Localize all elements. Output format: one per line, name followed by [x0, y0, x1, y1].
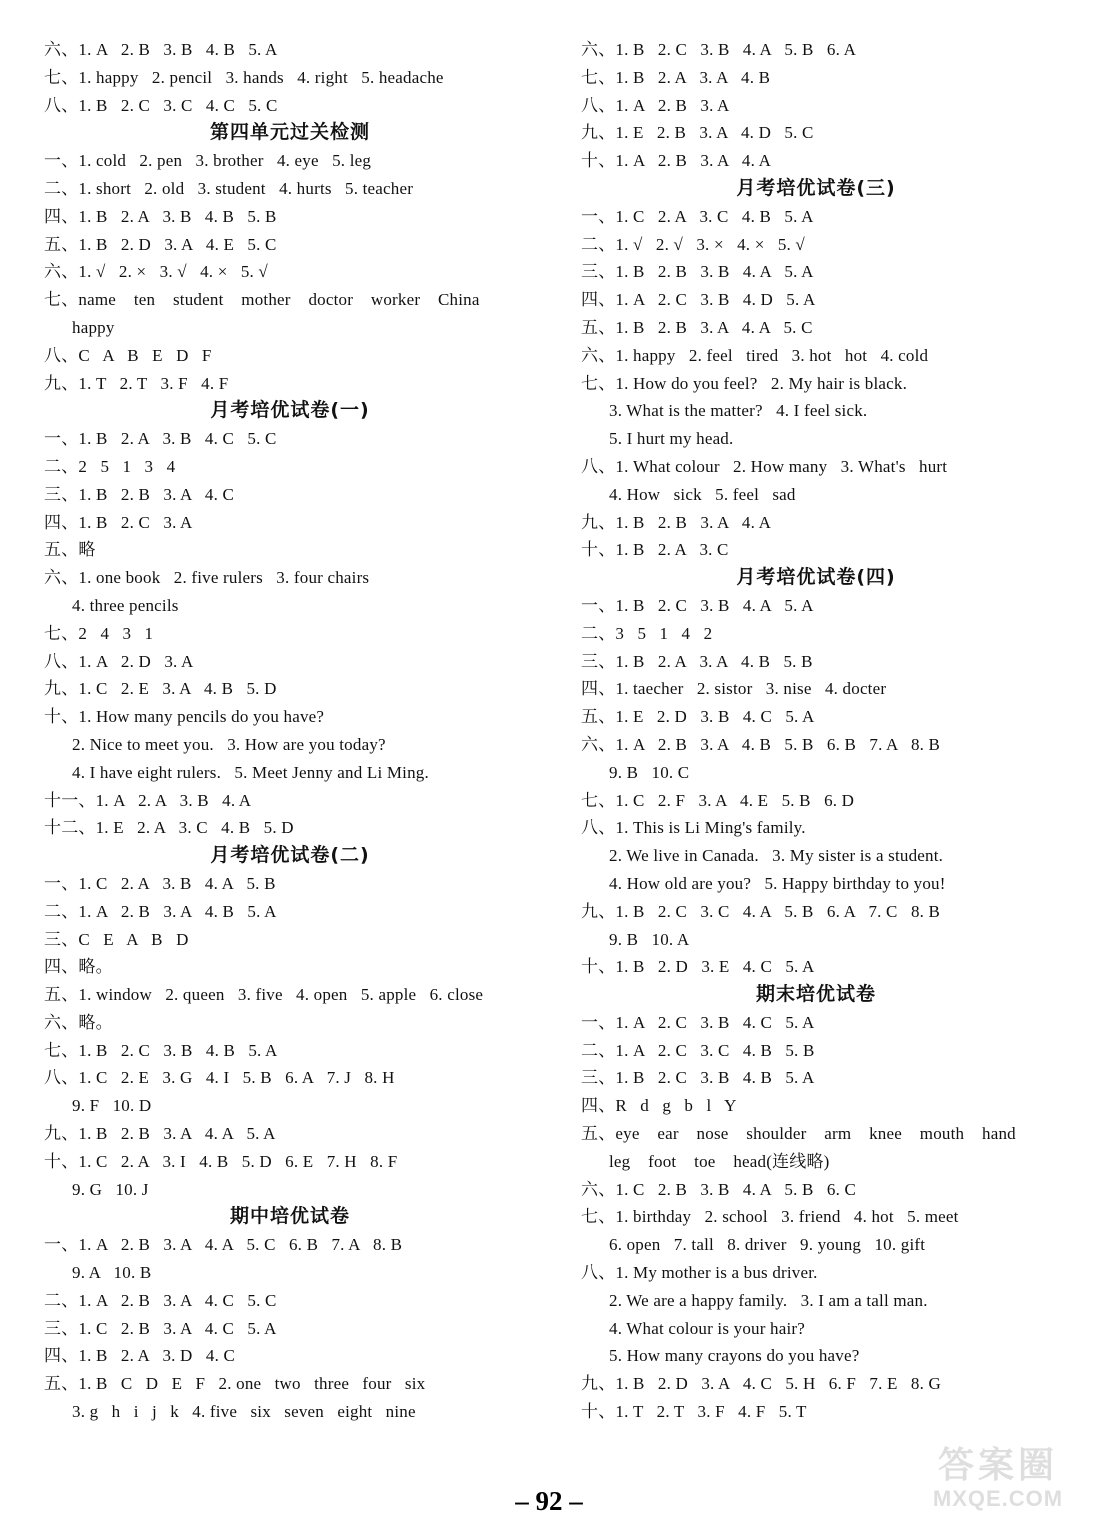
answer-line: 十、1. B 2. A 3. C — [581, 540, 729, 560]
answer-line: 三、1. B 2. C 3. B 4. B 5. A — [581, 1068, 815, 1088]
answer-line: 六、1. A 2. B 3. A 4. B 5. B 6. B 7. A 8. B — [581, 734, 941, 754]
answer-line: 九、1. B 2. D 3. A 4. C 5. H 6. F 7. E 8. G — [581, 1374, 941, 1394]
answer-line-continued: 9. A 10. B — [72, 1263, 152, 1283]
answer-line: 八、1. A 2. D 3. A — [44, 651, 194, 671]
answer-line: 四、1. B 2. A 3. B 4. B 5. B — [44, 206, 277, 226]
section-heading: 月考培优试卷(一) — [210, 399, 370, 422]
answer-line: 九、1. C 2. E 3. A 4. B 5. D — [44, 679, 277, 699]
answer-line-continued: leg foot toe head(连线略) — [609, 1151, 830, 1171]
answer-line: 十、1. A 2. B 3. A 4. A — [581, 151, 772, 171]
answer-line-continued: 4. What colour is your hair? — [609, 1318, 806, 1338]
answer-line: 一、1. cold 2. pen 3. brother 4. eye 5. leg — [44, 151, 372, 171]
answer-line: 十、1. T 2. T 3. F 4. F 5. T — [581, 1402, 807, 1422]
answer-line: 八、1. A 2. B 3. A — [581, 95, 730, 115]
section-heading: 月考培优试卷(三) — [736, 176, 896, 199]
answer-line: 七、1. C 2. F 3. A 4. E 5. B 6. D — [581, 790, 855, 810]
answer-line: 八、1. What colour 2. How many 3. What's hurt — [581, 456, 948, 476]
answer-line: 五、1. E 2. D 3. B 4. C 5. A — [581, 707, 815, 727]
answer-line: 五、eye ear nose shoulder arm knee mouth hand — [581, 1124, 1016, 1144]
section-heading: 期中培优试卷 — [229, 1205, 350, 1228]
answer-line-continued: 9. B 10. A — [609, 929, 690, 949]
answer-line: 四、1. A 2. C 3. B 4. D 5. A — [581, 290, 816, 310]
answer-line-continued: 3. g h i j k 4. five six seven eight nine — [72, 1402, 416, 1422]
answer-line: 二、1. A 2. B 3. A 4. B 5. A — [44, 901, 277, 921]
page-number: – 92 – — [515, 1486, 583, 1516]
answer-line: 六、1. A 2. B 3. B 4. B 5. A — [44, 40, 278, 59]
section-heading: 期末培优试卷 — [755, 983, 876, 1006]
answer-line-continued: 3. What is the matter? 4. I feel sick. — [609, 401, 868, 421]
answer-line: 二、3 5 1 4 2 — [581, 623, 713, 643]
answer-line: 十一、1. A 2. A 3. B 4. A — [44, 790, 252, 810]
answer-line: 六、1. C 2. B 3. B 4. A 5. B 6. C — [581, 1179, 857, 1199]
answer-line-continued: happy — [72, 317, 115, 337]
answer-line: 七、1. How do you feel? 2. My hair is black. — [581, 373, 908, 393]
answer-line: 七、1. birthday 2. school 3. friend 4. hot 5. meet — [581, 1207, 959, 1227]
answer-line: 三、1. C 2. B 3. A 4. C 5. A — [44, 1318, 277, 1338]
section-heading: 第四单元过关检测 — [209, 121, 370, 144]
answer-line: 七、name ten student mother doctor worker China — [44, 290, 480, 310]
watermark-glyphs: 答案圈 — [937, 1445, 1058, 1486]
answer-line: 一、1. A 2. B 3. A 4. A 5. C 6. B 7. A 8. B — [44, 1235, 403, 1255]
answer-line: 八、1. My mother is a bus driver. — [581, 1263, 818, 1283]
answer-line-continued: 5. How many crayons do you have? — [609, 1346, 860, 1366]
answer-line: 八、1. C 2. E 3. G 4. I 5. B 6. A 7. J 8. H — [44, 1068, 395, 1088]
answer-line: 一、1. C 2. A 3. C 4. B 5. A — [581, 206, 814, 226]
answer-line: 三、1. B 2. B 3. A 4. C — [44, 484, 235, 504]
answer-line: 一、1. B 2. C 3. B 4. A 5. A — [581, 595, 814, 615]
answer-line: 十、1. B 2. D 3. E 4. C 5. A — [581, 957, 815, 977]
section-heading: 月考培优试卷(二) — [210, 844, 370, 867]
answer-line: 二、2 5 1 3 4 — [44, 456, 176, 476]
answer-line: 二、1. A 2. C 3. C 4. B 5. B — [581, 1040, 815, 1060]
answer-line: 九、1. B 2. B 3. A 4. A — [581, 512, 772, 532]
answer-line: 八、1. B 2. C 3. C 4. C 5. C — [44, 95, 278, 115]
answer-line: 十二、1. E 2. A 3. C 4. B 5. D — [44, 818, 294, 838]
answer-line: 十、1. How many pencils do you have? — [44, 707, 325, 727]
section-heading: 月考培优试卷(四) — [736, 566, 896, 589]
answer-line: 九、1. B 2. B 3. A 4. A 5. A — [44, 1124, 276, 1144]
answer-line: 二、1. √ 2. √ 3. × 4. × 5. √ — [581, 234, 805, 254]
answer-line: 二、1. short 2. old 3. student 4. hurts 5. teacher — [44, 178, 414, 198]
answer-line-continued: 5. I hurt my head. — [609, 429, 734, 449]
answer-line: 四、略。 — [44, 957, 113, 977]
answer-line: 十、1. C 2. A 3. I 4. B 5. D 6. E 7. H 8. F — [44, 1151, 398, 1171]
answer-line: 六、1. happy 2. feel tired 3. hot hot 4. cold — [581, 345, 929, 365]
answer-line: 四、1. B 2. C 3. A — [44, 512, 193, 532]
answer-line: 八、C A B E D F — [44, 345, 212, 365]
answer-line-continued: 2. We live in Canada. 3. My sister is a student. — [609, 846, 944, 866]
answer-line-continued: 9. B 10. C — [609, 762, 690, 782]
answer-line: 七、1. B 2. A 3. A 4. B — [581, 67, 771, 87]
answer-line-continued: 4. I have eight rulers. 5. Meet Jenny and Li Ming. — [72, 762, 429, 782]
answer-line: 二、1. A 2. B 3. A 4. C 5. C — [44, 1290, 277, 1310]
answer-line: 四、1. B 2. A 3. D 4. C — [44, 1346, 236, 1366]
answer-line-continued: 4. three pencils — [72, 595, 179, 615]
left-column — [44, 36, 536, 1426]
watermark-logo — [918, 1446, 1078, 1524]
answer-line: 七、1. happy 2. pencil 3. hands 4. right 5. headache — [44, 67, 444, 87]
answer-line: 六、略。 — [44, 1012, 113, 1032]
answer-line-continued: 9. G 10. J — [72, 1179, 149, 1199]
answer-line-continued: 9. F 10. D — [72, 1096, 152, 1116]
answer-line: 一、1. B 2. A 3. B 4. C 5. C — [44, 429, 277, 449]
answer-line: 七、2 4 3 1 — [44, 623, 154, 643]
answer-line-continued: 6. open 7. tall 8. driver 9. young 10. gift — [609, 1235, 926, 1255]
answer-line-continued: 4. How sick 5. feel sad — [609, 484, 796, 504]
answer-line: 六、1. B 2. C 3. B 4. A 5. B 6. A — [581, 40, 857, 59]
answer-line: 五、1. B C D E F 2. one two three four six — [44, 1374, 426, 1394]
answer-line: 九、1. E 2. B 3. A 4. D 5. C — [581, 123, 814, 143]
answer-line: 八、1. This is Li Ming's family. — [581, 818, 806, 838]
answer-line: 五、1. B 2. B 3. A 4. A 5. C — [581, 317, 813, 337]
answer-line: 四、1. taecher 2. sistor 3. nise 4. docter — [581, 679, 887, 699]
answer-line: 九、1. B 2. C 3. C 4. A 5. B 6. A 7. C 8. B — [581, 901, 941, 921]
answer-line-continued: 4. How old are you? 5. Happy birthday to you! — [609, 873, 946, 893]
answer-line: 五、1. window 2. queen 3. five 4. open 5. apple 6. close — [44, 985, 484, 1005]
answer-line: 九、1. T 2. T 3. F 4. F — [44, 373, 229, 393]
answer-line: 七、1. B 2. C 3. B 4. B 5. A — [44, 1040, 278, 1060]
answer-line: 一、1. C 2. A 3. B 4. A 5. B — [44, 873, 276, 893]
answer-line: 三、C E A B D — [44, 929, 189, 949]
answer-line: 三、1. B 2. A 3. A 4. B 5. B — [581, 651, 813, 671]
answer-line: 四、R d g b l Y — [581, 1096, 737, 1116]
answer-line-continued: 2. We are a happy family. 3. I am a tall man. — [609, 1290, 928, 1310]
watermark-url: MXQE.COM — [932, 1486, 1064, 1511]
right-column — [581, 36, 1051, 1426]
answer-line: 一、1. A 2. C 3. B 4. C 5. A — [581, 1012, 815, 1032]
answer-line-continued: 2. Nice to meet you. 3. How are you today? — [72, 734, 386, 754]
answer-line: 五、略 — [44, 540, 96, 560]
answer-line: 三、1. B 2. B 3. B 4. A 5. A — [581, 262, 814, 282]
answer-line: 五、1. B 2. D 3. A 4. E 5. C — [44, 234, 277, 254]
answer-line: 六、1. √ 2. × 3. √ 4. × 5. √ — [44, 262, 268, 282]
answer-line: 六、1. one book 2. five rulers 3. four chairs — [44, 568, 370, 588]
